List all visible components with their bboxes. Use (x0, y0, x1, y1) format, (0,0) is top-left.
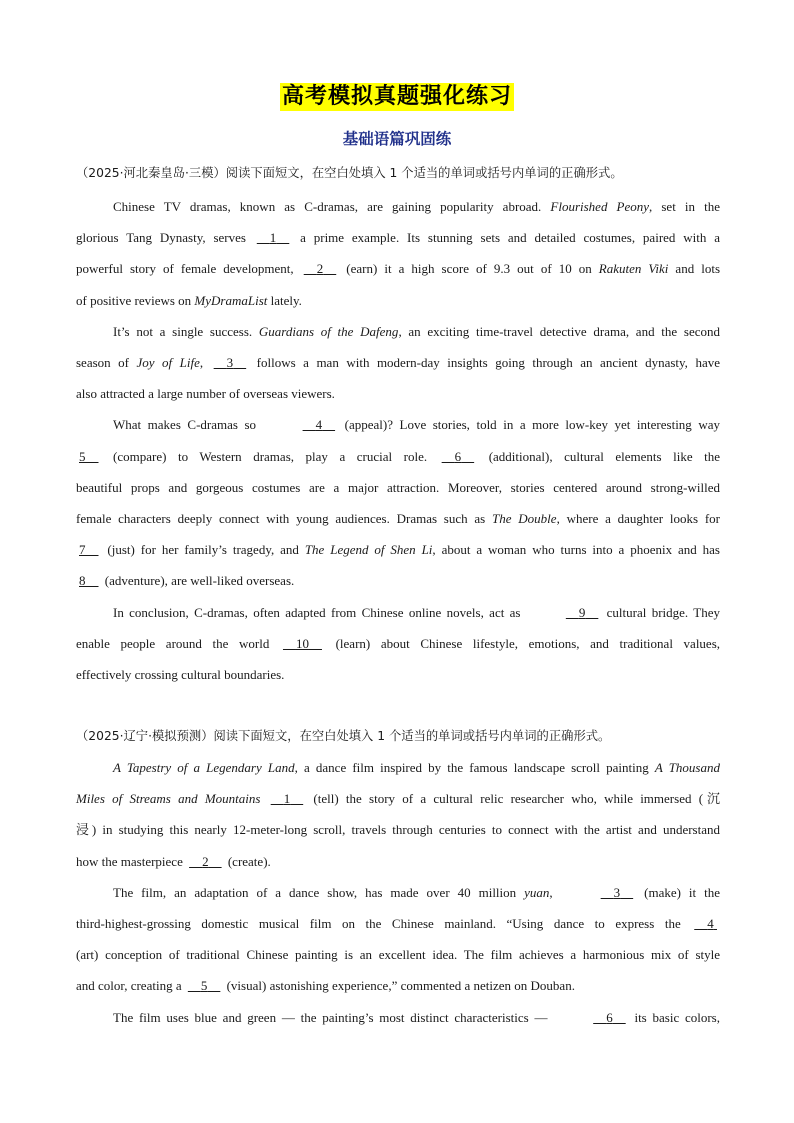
blank-2-6[interactable]: 6 (606, 1009, 613, 1025)
text-line: Chinese TV dramas, known as C-dramas, are gaining popularity abroad. Flourished Peony, set in the (113, 199, 720, 214)
text-line: effectively crossing cultural boundaries. (76, 667, 285, 683)
section1-instruction: （2025·河北秦皇岛·三模）阅读下面短文，在空白处填入 1 个适当的单词或括号内单词的正确形式。 (76, 166, 623, 180)
page-title: 高考模拟真题强化练习 (281, 84, 512, 109)
text-line: 浸) in studying this nearly 12-meter-long scroll, travels through centuries to connect with the artist and understand (76, 822, 720, 838)
text-line: female characters deeply connect with young audiences. Dramas such as The Double, where a daughter looks for (76, 511, 720, 527)
passage2-paragraph-3 (76, 1002, 720, 1033)
passage1-paragraph-1 (76, 191, 720, 316)
text-line: 5 (compare) to Western dramas, play a crucial role. 6 (additional), cultural elements like the (76, 441, 720, 472)
text-line: how the masterpiece 2 (create). (76, 846, 720, 877)
blank-4[interactable]: 4 (315, 417, 323, 433)
text-line: It’s not a single success. Guardians of the Dafeng, an exciting time-travel detective drama, and the second (113, 323, 720, 339)
passage1-paragraph-2 (76, 316, 720, 410)
blank-8[interactable]: 8 (79, 573, 86, 589)
text-line: enable people around the world 10 (learn) about Chinese lifestyle, emotions, and traditional values, (76, 628, 720, 659)
blank-9[interactable]: 9 (578, 604, 586, 620)
text-line: The film, an adaptation of a dance show, has made over 40 million yuan, 3 (make) it the (76, 877, 720, 908)
section2-passage (76, 752, 720, 1033)
page-subtitle: 基础语篇巩固练 (342, 130, 452, 148)
text-line: 8 (adventure), are well-liked overseas. (76, 565, 720, 596)
section1-instruction-block (76, 164, 720, 182)
title-italic: Flourished Peony (550, 199, 650, 214)
text-line: and color, creating a 5 (visual) astonishing experience,” commented a netizen on Douban. (76, 970, 720, 1001)
blank-2-5[interactable]: 5 (200, 978, 208, 994)
text-line: A Tapestry of a Legendary Land, a dance film inspired by the famous landscape scroll painting A Thousand (113, 760, 720, 775)
text-line: Miles of Streams and Mountains 1 (tell) the story of a cultural relic researcher who, while immersed (沉 (76, 783, 720, 814)
blank-2-1[interactable]: 1 (283, 791, 291, 807)
text-line: What makes C-dramas so 4 (appeal)? Love stories, told in a more low-key yet interesting way (76, 409, 720, 440)
text-line: In conclusion, C-dramas, often adapted from Chinese online novels, act as 9 cultural bridge. They (76, 597, 720, 628)
blank-1[interactable]: 1 (269, 230, 277, 246)
text-line: beautiful props and gorgeous costumes are a major attraction. Moreover, stories centered around strong-willed (76, 479, 720, 495)
text-line: also attracted a large number of overseas viewers. (76, 386, 335, 402)
passage2-paragraph-1 (76, 752, 720, 877)
section2-instruction: （2025·辽宁·模拟预测）阅读下面短文，在空白处填入 1 个适当的单词或括号内单词的正确形式。 (76, 729, 611, 743)
blank-6[interactable]: 6 (454, 448, 462, 464)
title-container (0, 83, 794, 111)
blank-2-2[interactable]: 2 (202, 853, 209, 869)
passage2-paragraph-2 (76, 877, 720, 1002)
text-line: of positive reviews on MyDramaList lately. (76, 292, 302, 308)
passage1-paragraph-4 (76, 597, 720, 691)
text-line: The film uses blue and green — the painting’s most distinct characteristics — 6 its basic colors, (76, 1002, 720, 1033)
blank-2-4[interactable]: 4 (707, 916, 714, 932)
blank-7[interactable]: 7 (79, 542, 86, 558)
blank-5[interactable]: 5 (79, 448, 86, 464)
blank-3[interactable]: 3 (226, 355, 234, 371)
text-line: powerful story of female development, 2 (earn) it a high score of 9.3 out of 10 on Rakuten Viki and lots (76, 253, 720, 284)
section2-instruction-block (76, 727, 720, 745)
passage1-paragraph-3 (76, 409, 720, 596)
blank-10[interactable]: 10 (295, 635, 309, 651)
blank-2[interactable]: 2 (316, 261, 324, 277)
text-line: (art) conception of traditional Chinese painting is an excellent idea. The film achieves a harmonious mix of style (76, 947, 720, 963)
text-line: 7 (just) for her family’s tragedy, and The Legend of Shen Li, about a woman who turns into a phoenix and has (76, 534, 720, 565)
text-line: third-highest-grossing domestic musical film on the Chinese mainland. “Using dance to express the 4 (76, 908, 720, 939)
text-line: season of Joy of Life, 3 follows a man with modern-day insights going through an ancient dynasty, have (76, 347, 720, 378)
text-line: glorious Tang Dynasty, serves 1 a prime example. Its stunning sets and detailed costumes, paired with a (76, 222, 720, 253)
blank-2-3[interactable]: 3 (613, 884, 621, 900)
section1-passage (76, 191, 720, 690)
